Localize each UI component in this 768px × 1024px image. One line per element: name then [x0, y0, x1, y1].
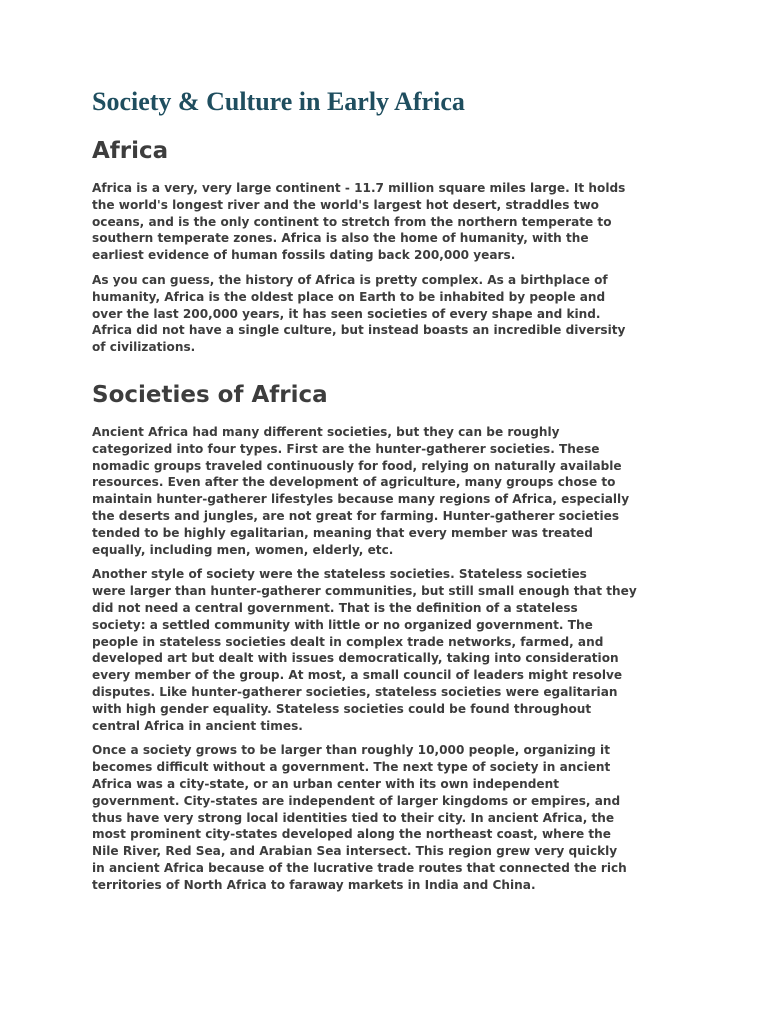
section-heading-societies: Societies of Africa: [92, 381, 328, 408]
paragraph-africa-2: As you can guess, the history of Africa is pretty complex. As a birthplace of humanity, Africa is the oldest place on Earth to be inhabited by people and over the last 200,000 years, it has seen societies of every shape and kind. Africa did not have a single culture, but instead boasts an incredible diversity of civilizations.: [92, 272, 626, 355]
paragraph-societies-1: Ancient Africa had many different societies, but they can be roughly categorized into four types. First are the hunter-gatherer societies. These nomadic groups traveled continuously for food, relying on naturally available resources. Even after the development of agriculture, many groups chose to maintain hunter-gatherer lifestyles because many regions of Africa, especially the deserts and jungles, are not great for farming. Hunter-gatherer societies tended to be highly egalitarian, meaning that every member was treated equally, including men, women, elderly, etc.: [92, 424, 630, 557]
paragraph-societies-2: Another style of society were the stateless societies. Stateless societies were larger than hunter-gatherer communities, but still small enough that they did not need a central government. That is the definition of a stateless society: a settled community with little or no organized government. The people in stateless societies dealt in complex trade networks, farmed, and developed art but dealt with issues democratically, taking into consideration every member of the group. At most, a small council of leaders might resolve disputes. Like hunter-gatherer societies, stateless societies were egalitarian with high gender equality. Stateless societies could be found throughout central Africa in ancient times.: [92, 567, 637, 733]
section-heading-africa: Africa: [92, 138, 169, 164]
section-africa: [92, 136, 682, 356]
paragraph-africa-1: Africa is a very, very large continent - 11.7 million square miles large. It holds the world's longest river and the world's largest hot desert, straddles two oceans, and is the only continent to stretch from the northern temperate to southern temperate zones. Africa is also the home of humanity, with the earliest evidence of human fossils dating back 200,000 years.: [92, 181, 626, 263]
document-title: Society & Culture in Early Africa: [92, 87, 465, 116]
section-societies-of-africa: [92, 380, 682, 894]
paragraph-societies-3: Once a society grows to be larger than roughly 10,000 people, organizing it becomes difficult without a government. The next type of society in ancient Africa was a city-state, or an urban center with its own independent government. City-states are independent of larger kingdoms or empires, and thus have very strong local identities tied to their city. In ancient Africa, the most prominent city-states developed along the northeast coast, where the Nile River, Red Sea, and Arabian Sea intersect. This region grew very quickly in ancient Africa because of the lucrative trade routes that connected the rich territories of North Africa to faraway markets in India and China.: [92, 743, 627, 892]
document-page: [92, 86, 682, 901]
